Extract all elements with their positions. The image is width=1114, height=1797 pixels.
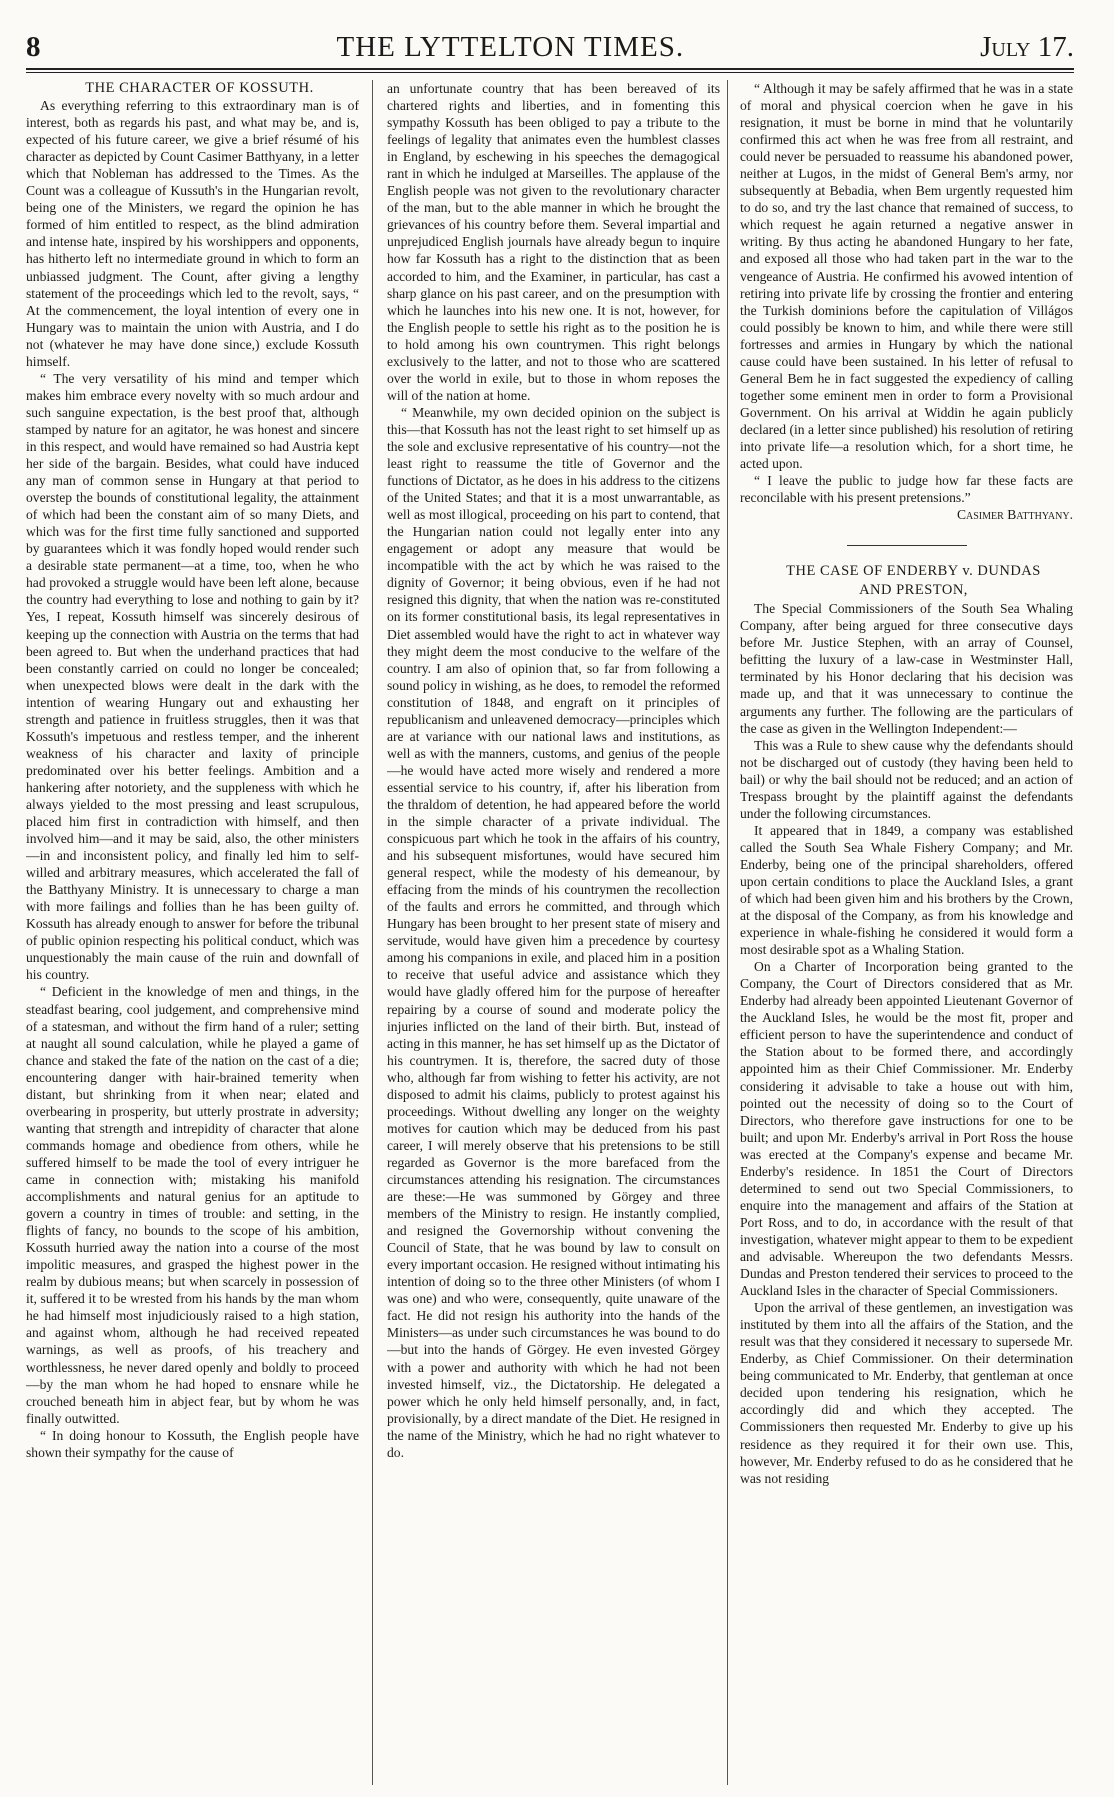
article-divider [847, 545, 967, 546]
article-paragraph: Upon the arrival of these gentlemen, an investigation was instituted by them into all the affairs of the Station, and the result was that they considered it necessary to supersede Mr. Enderby, as Chief Commissioner. On their determination being communicated to Mr. Enderby, that gentleman at once decided upon tendering his resignation, which he accordingly did and which they accepted. The Commissioners then requested Mr. Enderby to give up his residence as they required it for their own use. This, however, Mr. Enderby refused to do as he considered that he was not residing [740, 1300, 1073, 1486]
article-paragraph: “ Meanwhile, my own decided opinion on the subject is this—that Kossuth has not the least right to set himself up as the sole and exclusive representative of his country—not the least right to reassume the title of Governor and the functions of Dictator, as he does in his address to the citizens of the United States; and that it is a most unwarrantable, as well as most illogical, proceeding on his part to contend, that the Hungarian nation could not legally enter into any engagement or adopt any measure that would be incompatible with the act by which he was raised to the dignity of Governor; it being obvious, even if he had not resigned this dignity, that when the nation was re-constituted on its former constitutional basis, its legal representatives in Diet assembled would have the right to act in whatever way they might deem the most conducive to the welfare of the country. I am also of opinion that, so far from following a sound policy in wishing, as he does, to remodel the reformed constitution of 1848, and engraft on it principles of republicanism and unleavened democracy—principles which are at variance with our national laws and institutions, as well as with the manners, customs, and genius of the people—he would have acted more wisely and rendered a more essential service to his country, if, after his liberation from the thraldom of detention, he had appeared before the world in the simple character of a private individual. The conspicuous part which he took in the affairs of his country, and his subsequent misfortunes, would have secured him general respect, while the modesty of his demeanour, by effacing from the minds of his countrymen the recollection of the faults and errors he committed, and through which Hungary has been brought to her present state of misery and servitude, would have given him a precedence by courtesy among his companions in exile, and placed him in a position to receive that useful advice and assistance which they would have gladly offered him for the purpose of hereafter repairing by a course of sound and moderate policy the injuries inflicted on the land of their birth. But, instead of acting in this manner, he has set himself up as the Dictator of his countrymen. It is, therefore, the sacred duty of those who, although far from wishing to fetter his activity, are not disposed to admit his claims, publicly to protest against his proceedings. Without dwelling any longer on the weighty motives for caution which may be deduced from his past career, I will merely observe that his pretensions to be still regarded as Governor is the more barefaced from the circumstances attending his resignation. The circumstances are these:—He was summoned by Görgey and three members of the Ministry to resign. He instantly complied, and resigned the Governorship without convening the Council of State, that he was bound by law to consult on every important occasion. He resigned without intimating his intention of doing so to the three other Ministers (of whom I was one) and who were, consequently, quite unaware of the fact. He did not resign his authority into the hands of the Ministers—as under such circumstances he was bound to do—but into the hands of Görgey. He even invested Görgey with a power and authority with which he had not been invested himself, viz., the Dictatorship. He delegated a power which he only held himself personally, and, in fact, provisionally, by a direct mandate of the Diet. He resigned in the name of the Ministry, which he had no right whatever to do. [387, 404, 720, 1460]
article-paragraph: It appeared that in 1849, a company was established called the South Sea Whale Fishery Company; and Mr. Enderby, being one of the principal shareholders, offered upon certain conditions to place the Auckland Isles, a grant of which had been given him and his brothers by the Crown, at the disposal of the Company, as from his knowledge and experience in whale-fishing he considered it would form a most desirable spot as a Whaling Station. [740, 822, 1073, 958]
article-heading-line-2: AND PRESTON, [859, 582, 968, 599]
article-paragraph: The Special Commissioners of the South Sea Whaling Company, after being argued for three consecutive days before Mr. Justice Stephen, with an array of Counsel, befitting the luxury of a law-case in Westminster Hall, terminated by his Honor declaring that his decision was made up, and that it was unnecessary to continue the arguments any further. The following are the particulars of the case as given in the Wellington Independent:— [740, 601, 1073, 736]
column-2 [387, 80, 720, 1785]
article-paragraph: “ In doing honour to Kossuth, the English people have shown their sympathy for the cause of [26, 1427, 359, 1460]
column-divider [727, 80, 728, 1785]
column-3 [740, 80, 1073, 1785]
page-number: 8 [26, 31, 41, 63]
article-paragraph: This was a Rule to shew cause why the defendants should not be discharged out of custody (they having been held to bail) or why the bail should not be reduced; and an action of Trespass brought by the plaintiff against the defendants under the following circumstances. [740, 737, 1073, 821]
article-heading: THE CHARACTER OF KOSSUTH. [85, 80, 314, 96]
column-1 [26, 80, 359, 1785]
article-paragraph: “ The very versatility of his mind and temper which makes him embrace every novelty with so much ardour and such sanguine expectation, is the best proof that, although stamped by nature for an agitator, he was honest and sincere in this respect, and would have remained so had Austria kept her side of the bargain. Besides, what could have induced any man of common sense in Hungary at that period to overstep the bounds of constitutional legality, the attainment of which had been the constant aim of so many Diets, and which was for the first time fully sanctioned and supported by guarantees which it was fondly hoped would render such a desirable state permanent—at a time, too, when he who had provoked a struggle would have been left alone, because the country had everything to lose and nothing to gain by it? Yes, I repeat, Kossuth himself was sincerely desirous of keeping up the connection with Austria on the terms that had been agreed to. But when the underhand practices that had been constantly carried on could no longer be concealed; when unexpected blows were dealt in the dark with the intention of wearing Hungary out and exhausting her strength and patience in fruitless struggles, then it was that Kossuth's impetuous and restless temper, and the inherent weakness of his character and laxity of principle predominated over his better feelings. Ambition and a hankering after notoriety, and the suppleness with which he always yielded to the most pressing and least scrupulous, placed him first in contradiction with himself, and then involved him—and it may be said, also, the other ministers—in and inconsistent policy, and finally led him to self-willed and arbitrary measures, which accelerated the fall of the Batthyany Ministry. It is unnecessary to charge a man with more failings and follies than he has been guilty of. Kossuth has already enough to answer for before the tribunal of public opinion respecting his political conduct, which was unquestionably the main cause of the ruin and downfall of his country. [26, 370, 359, 983]
column-divider [372, 80, 373, 1785]
article-paragraph: “ Although it may be safely affirmed that he was in a state of moral and physical coercion when he gave in his resignation, it must be borne in mind that he voluntarily confirmed this act when he was free from all restraint, and could never be persuaded to reassume his abandoned power, neither at Lugos, in the midst of General Bem's army, nor subsequently at Bebadia, when Bem urgently requested him to do so, and try the last chance that remained of success, to which request he again returned a negative answer in writing. By thus acting he abandoned Hungary to her fate, and exposed all those who had taken part in the war to the vengeance of Austria. He confirmed his avowed intention of retiring into private life by crossing the frontier and entering the Turkish dominions before the capitulation of Villágos could possibly be known to him, and while there were still fortresses and armies in Hungary by which the national cause could have been sustained. In his letter of refusal to General Bem he in fact suggested the expediency of calling together some eminent men in order to form a Provisional Government. On his arrival at Widdin he again publicly declared (in a letter since published) his resolution of retiring into private life—a resolution which, for a short time, he acted upon. [740, 81, 1073, 472]
article-paragraph: As everything referring to this extraordinary man is of interest, both as regards his past, and what may be, and is, expected of his future career, we give a brief résumé of his character as depicted by Count Casimer Batthyany, in a letter which that Nobleman has addressed to the Times. As the Count was a colleague of Kussuth's in the Hungarian revolt, being one of the Ministers, we regard the opinion he has formed of him entitled to respect, as the blind admiration and intense hate, inspired by his worshippers and opponents, has hitherto left no intermediate ground in which to form an unbiassed judgment. The Count, after giving a lengthy statement of the proceedings which led to the revolt, says, “ At the commencement, the loyal intention of every one in Hungary was to maintain the union with Austria, and I do not (whatever he may have done since,) exclude Kossuth himself. [26, 98, 359, 369]
article-paragraph: an unfortunate country that has been bereaved of its chartered rights and liberties, and in fomenting this sympathy Kossuth has been obliged to pay a tribute to the feelings of legality that animates even the humblest classes in England, by eschewing in his speeches the demagogical rant in which he indulged at Marseilles. The applause of the English people was not given to the revolutionary character of the man, but to the able manner in which he brought the grievances of his country before them. Several impartial and unprejudiced English journals have already begun to inquire how far Kossuth has a right to the distinction that as been accorded to him, and the Examiner, in particular, has cast a sharp glance on his past career, and on the presumption with which he launches into his new one. It is not, however, for the English people to settle his right as to the position he is to hold among his own countrymen. This right belongs exclusively to the latter, and not to those who are scattered over the world in exile, but to those in whom reposes the will of the nation at home. [387, 81, 720, 403]
article-heading: THE CASE OF ENDERBY v. DUNDAS [786, 563, 1041, 580]
issue-date: July 17. [980, 31, 1074, 63]
masthead-rule [26, 68, 1074, 70]
newspaper-title: THE LYTTELTON TIMES. [336, 31, 685, 63]
masthead [26, 24, 1074, 64]
article-signature: Casimer Batthyany. [956, 507, 1073, 523]
article-paragraph: On a Charter of Incorporation being granted to the Company, the Court of Directors considered that as Mr. Enderby had already been appointed Lieutenant Governor of the Auckland Isles, he would be the most fit, proper and efficient person to have the superintendence and conduct of the Station about to be formed there, and accordingly appointed him as their Chief Commissioner. Mr. Enderby considering it advisable to take a house out with him, pointed out the necessity of doing so to the Court of Directors, who therefore gave instructions for one to be built; and upon Mr. Enderby's arrival in Port Ross the house was erected at the Company's expense and became Mr. Enderby's residence. In 1851 the Court of Directors determined to send out two Special Commissioners, to enquire into the management and affairs of the Station at Port Ross, and to do, in accordance with the result of that investigation, whatever might appear to them to be expedient and advisable. Whereupon the two defendants Messrs. Dundas and Preston tendered their services to proceed to the Auckland Isles in the character of Special Commissioners. [740, 959, 1073, 1299]
article-paragraph: “ I leave the public to judge how far these facts are reconcilable with his present pretensions.” [740, 473, 1073, 506]
article-paragraph: “ Deficient in the knowledge of men and things, in the steadfast bearing, cool judgement, and comprehensive mind of a statesman, and without the firm hand of a ruler; setting at naught all sound calculation, while he played a game of chance and staked the fate of the nation on the cast of a die; encountering danger with hair-brained temerity when distant, but shrinking from it when near; elated and overbearing in prosperity, but utterly prostrate in adversity; wanting that strength and intrepidity of character that alone commands homage and obedience from others, while he suffered himself to be made the tool of every intriguer he came in connection with; mistaking his manifold accomplishments and natural genius for an aptitude to govern a country in times of trouble: and setting, in the flights of fancy, no bounds to the scope of his ambition, Kossuth hurried away the nation into a course of the most impolitic measures, and grasped the highest power in the realm by dubious means; but when scarcely in possession of it, suffered it to be wrested from his hands by the man whom he had himself most injudiciously raised to a high station, and against whom, although he had received repeated warnings, as well as proofs, of his treachery and worthlessness, he never dared openly and boldly to proceed—by the man whom he had hoped to ensnare while he crouched beneath him in abject fear, but by whom he was finally outwitted. [26, 984, 359, 1426]
masthead-rule-thin [26, 72, 1074, 73]
